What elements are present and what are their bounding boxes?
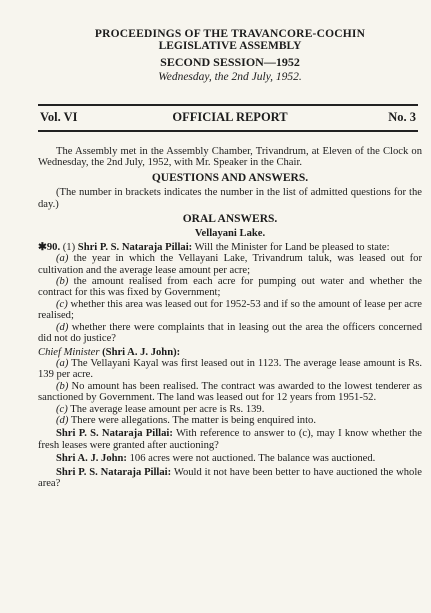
- topic-heading: Vellayani Lake.: [194, 228, 266, 240]
- item-label: (c): [56, 298, 68, 310]
- question-marker: ✱90.: [38, 241, 61, 253]
- session-date: Wednesday, the 2nd July, 1952.: [158, 71, 302, 83]
- item-text: No amount has been realised. The contract was awarded to the lowest tenderer as sanctioned by Government. The land was leased out for 12 years from 1951-52.: [38, 380, 422, 404]
- item-text: whether this area was leased out for 1952-53 and if so the amount of lease per acre realised;: [38, 298, 423, 322]
- header-line-2: LEGISLATIVE ASSEMBLY: [158, 40, 302, 52]
- intro-paragraph: The Assembly met in the Assembly Chamber, Trivandrum, at Eleven of the Clock on Wednesday, the 2nd July, 1952, with Mr. Speaker in the Chair.: [38, 146, 422, 169]
- item-label: (c): [56, 403, 68, 415]
- followup-speaker: Shri P. S. Nataraja Pillai:: [56, 466, 172, 478]
- question-item: [38, 253, 422, 276]
- followup-text: 106 acres were not auctioned. The balance was auctioned.: [129, 453, 376, 465]
- followup-text: With reference to answer to (c), may I know whether the fresh leases were granted after auctioning?: [38, 428, 423, 451]
- question-item: [38, 299, 422, 322]
- bottom-rule: [38, 130, 418, 132]
- item-label: (b): [56, 276, 69, 288]
- answer-item: [38, 415, 422, 426]
- item-text: the year in which the Vellayani Lake, Trivandrum taluk, was leased out for cultivation and the average lease amount per acre;: [38, 253, 422, 276]
- item-text: The average lease amount per acre is Rs. 139.: [70, 403, 265, 415]
- item-text: the amount realised from each acre for pumping out water and whether the contract for this was fixed by Government;: [38, 276, 422, 299]
- item-text: There were allegations. The matter is being enquired into.: [70, 414, 316, 426]
- session-title: SECOND SESSION—1952: [160, 55, 300, 69]
- answer-item: [38, 381, 422, 404]
- question-num: (1): [62, 241, 76, 253]
- report-title: OFFICIAL REPORT: [172, 110, 288, 124]
- header-line-1: PROCEEDINGS OF THE TRAVANCORE-COCHIN: [94, 28, 366, 40]
- followup-paragraph: [38, 453, 422, 464]
- followup-speaker: Shri P. S. Nataraja Pillai:: [56, 428, 173, 440]
- followup-text: Would it not have been better to have auctioned the whole area?: [38, 466, 422, 489]
- answer-item: [38, 404, 422, 415]
- item-text: The Vellayani Kayal was first leased out in 1123. The average lease amount is Rs. 139 per acre.: [38, 357, 422, 381]
- question-item: [38, 322, 422, 345]
- section-heading: QUESTIONS AND ANSWERS.: [151, 171, 309, 184]
- followup-paragraph: [38, 428, 422, 451]
- question-item: [38, 276, 422, 299]
- followup-paragraph: [38, 467, 422, 490]
- report-body: [38, 146, 422, 489]
- item-label: (b): [56, 380, 69, 392]
- top-rule: [38, 104, 418, 106]
- answer-name: (Shri A. J. John):: [102, 346, 181, 358]
- answer-role: Chief Minister: [38, 346, 100, 358]
- question-text: Will the Minister for Land be pleased to state:: [194, 241, 390, 253]
- answer-speaker-line: [38, 347, 422, 358]
- note-paragraph: (The number in brackets indicates the number in the list of admitted questions for the day.): [38, 187, 422, 210]
- item-label: (a): [56, 253, 69, 265]
- question-speaker: Shri P. S. Nataraja Pillai:: [77, 241, 193, 253]
- item-label: (d): [56, 321, 69, 333]
- followup-speaker: Shri A. J. John:: [56, 453, 127, 465]
- answer-item: [38, 358, 422, 381]
- item-text: whether there were complaints that in leasing out the area the officers concerned did not do justice?: [38, 321, 422, 345]
- item-label: (d): [56, 414, 69, 426]
- oral-answers-heading: ORAL ANSWERS.: [182, 213, 278, 226]
- volume-label: Vol. VI: [40, 110, 78, 124]
- question-paragraph: [38, 242, 422, 253]
- item-label: (a): [56, 357, 69, 369]
- report-number: No. 3: [388, 110, 416, 124]
